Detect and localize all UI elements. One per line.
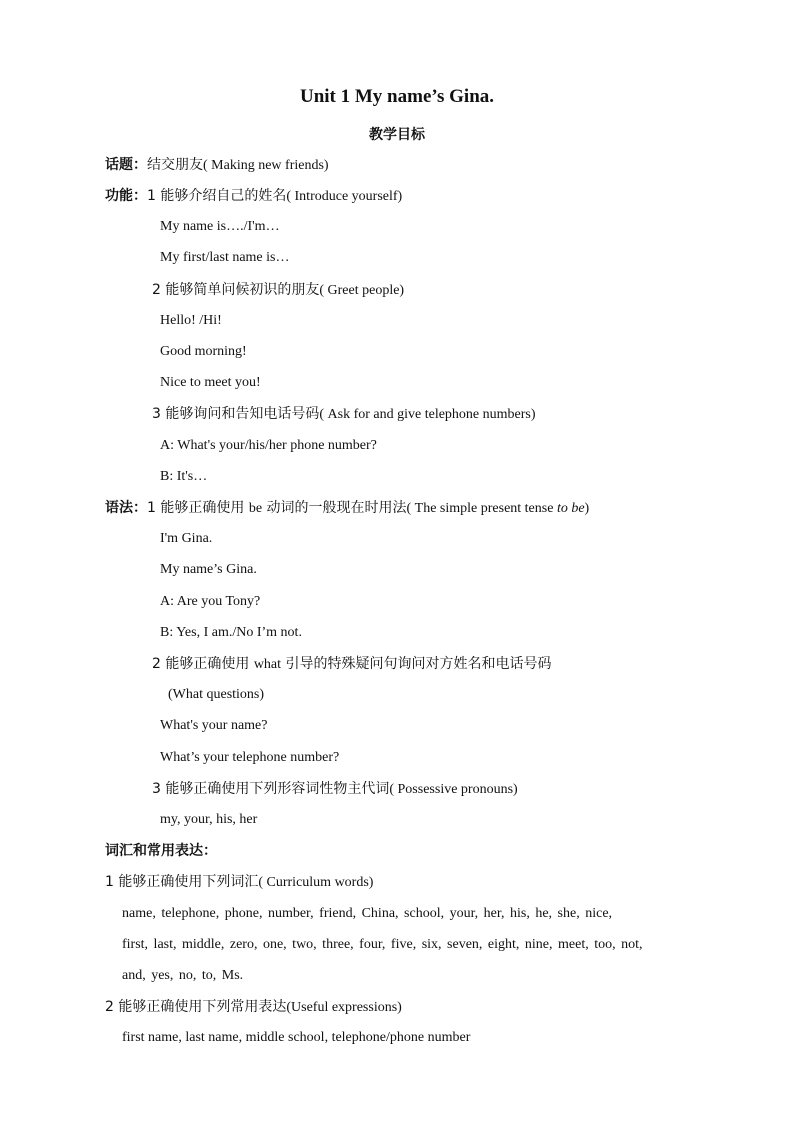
function-item3 [152, 405, 536, 424]
section-heading: 教学目标 [369, 127, 425, 143]
vocab-item2-cn: 2 能够正确使用下列常用表达 [105, 999, 287, 1015]
grammar-item1-be: be [248, 501, 263, 516]
vocab-label: 词汇和常用表达： [105, 843, 217, 859]
word-list-line: and, yes, no, to, Ms. [122, 968, 244, 983]
vocab-item1-cn: 1 能够正确使用下列词汇 [105, 874, 259, 890]
grammar-line [105, 499, 589, 518]
function-item1-en: ( Introduce yourself) [286, 189, 403, 204]
word-list-line: name, telephone, phone, number, friend, China, school, your, her, his, he, she, nice, [122, 906, 613, 921]
grammar-item2-en: (What questions) [168, 687, 265, 702]
function-item3-en: ( Ask for and give telephone numbers) [319, 407, 536, 422]
expression-list-line: first name, last name, middle school, telephone/phone number [122, 1030, 471, 1045]
topic-en: ( Making new friends) [203, 158, 329, 173]
example-sentence: my, your, his, her [160, 812, 258, 827]
topic-line [105, 156, 329, 175]
grammar-item1-en-close: ) [584, 501, 590, 516]
topic-label: 话题： [105, 157, 147, 173]
example-sentence: My name’s Gina. [160, 562, 257, 577]
example-sentence: My first/last name is… [160, 250, 290, 265]
grammar-item3-en: ( Possessive pronouns) [389, 782, 518, 797]
grammar-item3 [152, 780, 518, 799]
function-item2-en: ( Greet people) [319, 283, 405, 298]
example-sentence: Nice to meet you! [160, 375, 261, 390]
grammar-item1-en-italic: to be [556, 501, 585, 516]
vocab-item2-en: (Useful expressions) [286, 1000, 402, 1015]
function-item2 [152, 281, 404, 300]
topic-cn: 结交朋友 [147, 157, 203, 173]
example-sentence: B: Yes, I am./No I’m not. [160, 625, 302, 640]
grammar-item2-cn-pre: 2 能够正确使用 [152, 656, 254, 672]
vocab-item1-en: ( Curriculum words) [258, 875, 374, 890]
grammar-item2 [152, 655, 551, 674]
function-label: 功能： [105, 188, 147, 204]
function-item1-cn: 1 能够介绍自己的姓名 [147, 188, 287, 204]
example-sentence: Hello! /Hi! [160, 313, 222, 328]
grammar-label: 语法： [105, 500, 147, 516]
grammar-item1-cn-post: 动词的一般现在时用法 [262, 500, 407, 516]
function-item3-cn: 3 能够询问和告知电话号码 [152, 406, 320, 422]
vocab-item2 [105, 998, 402, 1017]
grammar-item1-en: ( The simple present tense [406, 501, 557, 516]
example-sentence: A: What's your/his/her phone number? [160, 438, 377, 453]
document-title: Unit 1 My name’s Gina. [299, 86, 495, 107]
grammar-item3-cn: 3 能够正确使用下列形容词性物主代词 [152, 781, 390, 797]
example-sentence: What’s your telephone number? [160, 750, 340, 765]
example-sentence: My name is…./I'm… [160, 219, 280, 234]
function-item2-cn: 2 能够简单问候初识的朋友 [152, 282, 320, 298]
example-sentence: A: Are you Tony? [160, 594, 261, 609]
grammar-item2-cn-post: 引导的特殊疑问句询问对方姓名和电话号码 [281, 656, 552, 672]
function-line [105, 187, 402, 206]
grammar-item1-cn-pre: 1 能够正确使用 [147, 500, 249, 516]
example-sentence: What's your name? [160, 718, 268, 733]
word-list-line: first, last, middle, zero, one, two, three, four, five, six, seven, eight, nine, meet, too, not, [122, 937, 643, 952]
vocab-item1 [105, 873, 373, 892]
example-sentence: Good morning! [160, 344, 247, 359]
vocab-line [105, 842, 217, 861]
example-sentence: B: It's… [160, 469, 208, 484]
example-sentence: I'm Gina. [160, 531, 213, 546]
grammar-item2-what: what [253, 657, 282, 672]
